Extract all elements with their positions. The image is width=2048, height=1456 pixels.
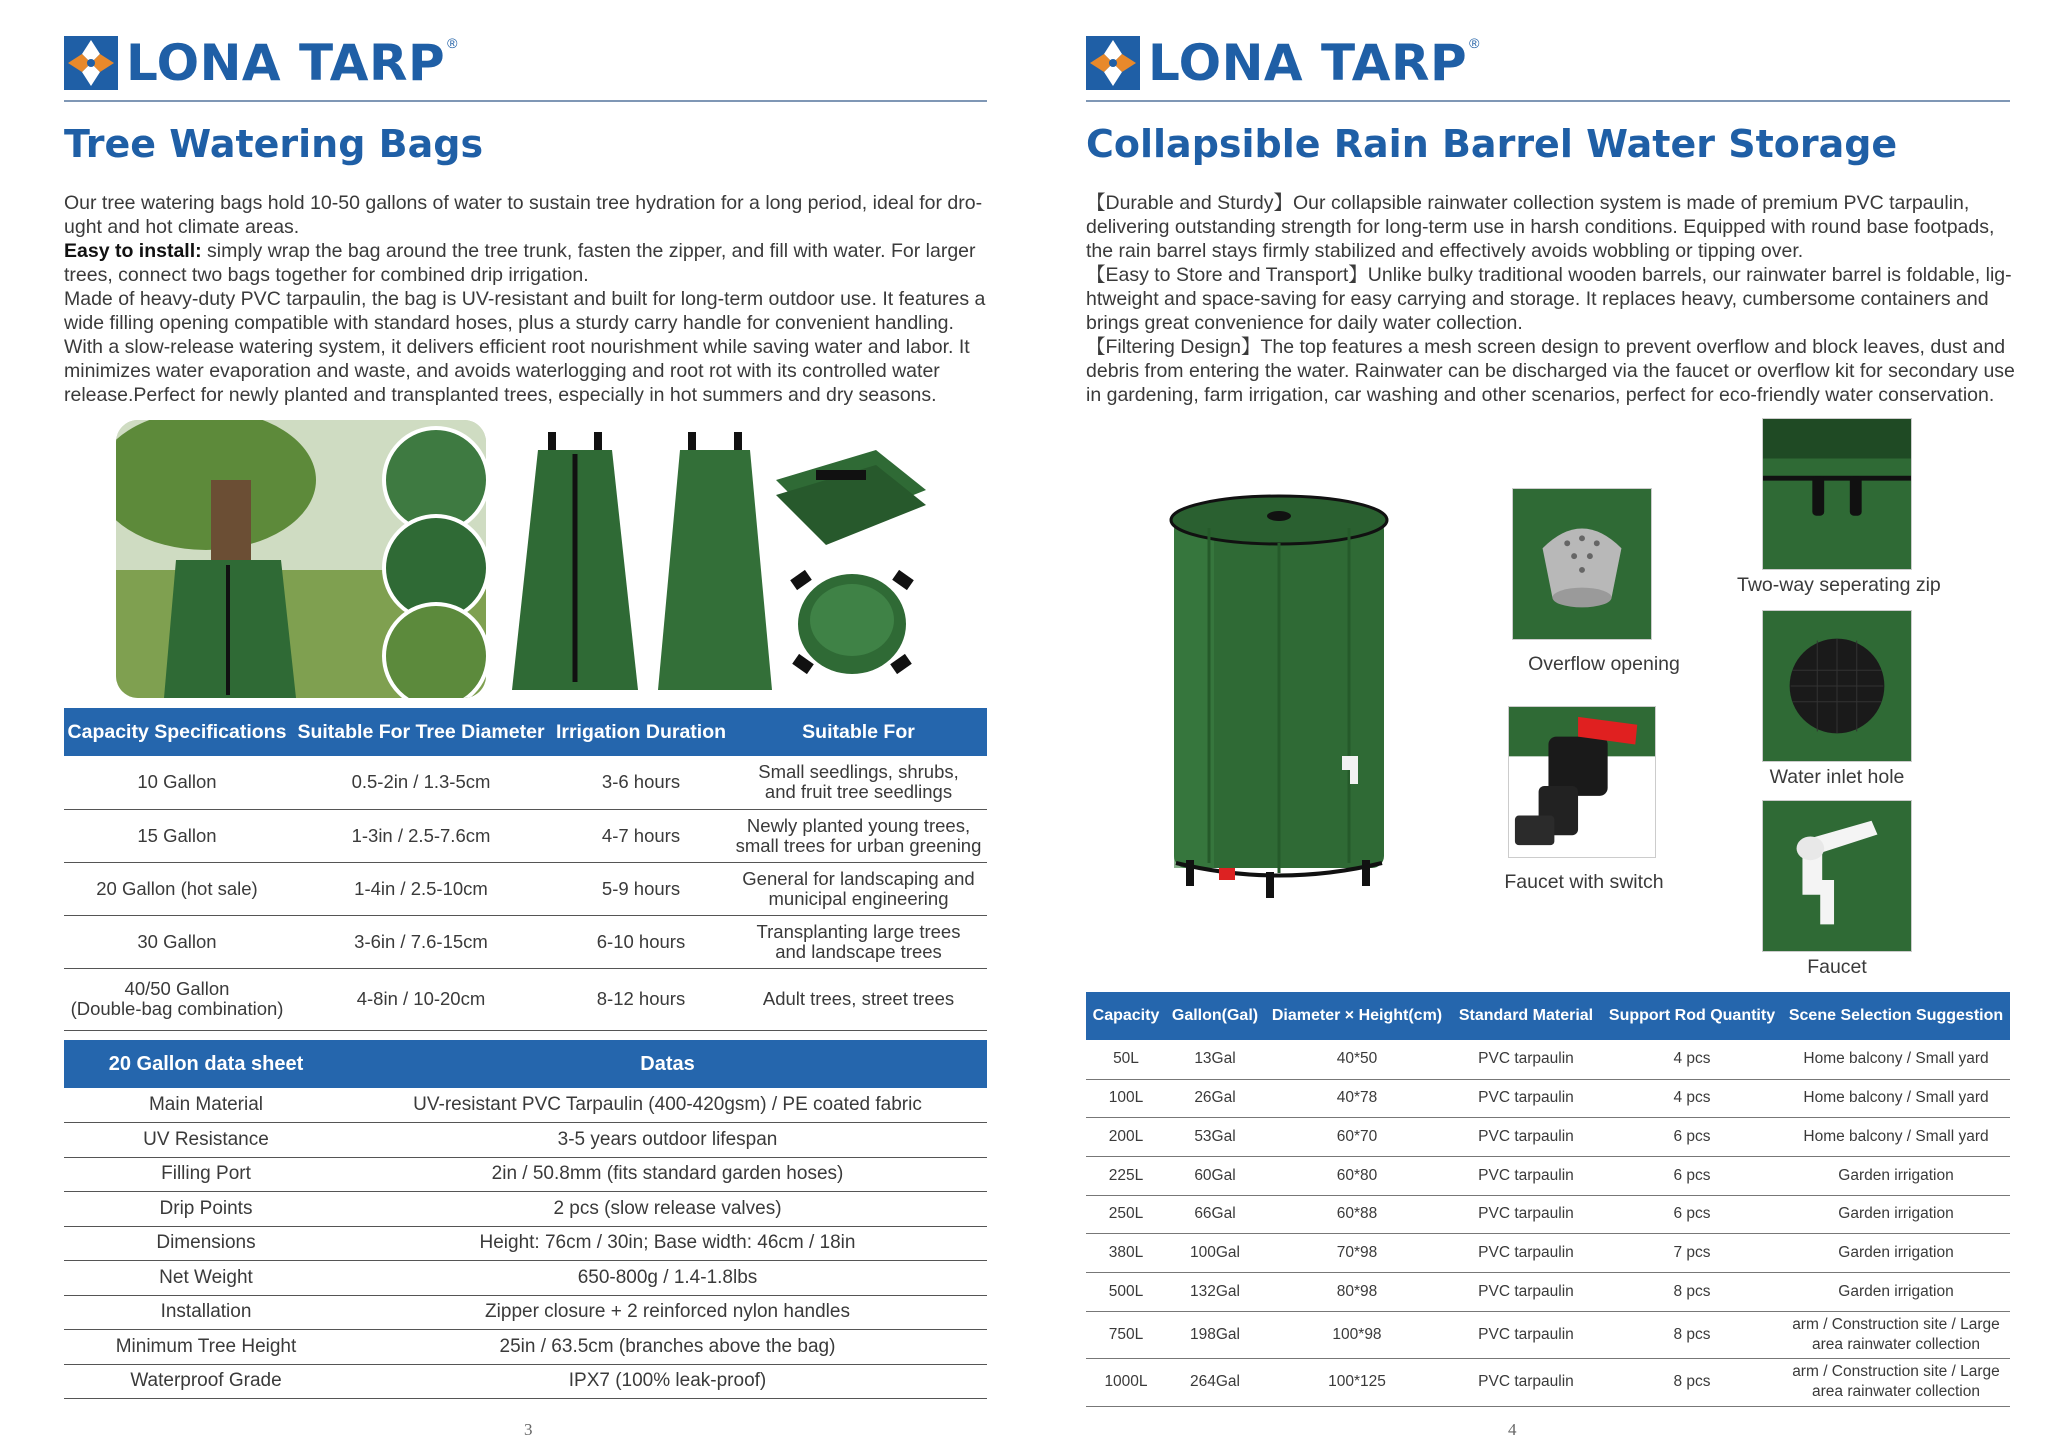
capacity-cell: 1000L <box>1086 1358 1166 1406</box>
table-row <box>1086 1233 2010 1272</box>
capacity-cell: 10 Gallon <box>64 756 290 809</box>
filter-paragraph: 【Filtering Design】The top features a mesh screen design to prevent overflow and block leaves, dust and debris from entering the water. Rainwater can be discharged via the faucet or overflow kit for secondary use in gardening, farm irrigation, car washing and other scenarios, perfect for eco-friendly water conservation. <box>1086 336 2015 406</box>
gallon-cell: 13Gal <box>1166 1040 1264 1079</box>
header-divider <box>1086 100 2010 102</box>
page-title: Tree Watering Bags <box>64 122 484 166</box>
table-header-cell: Gallon(Gal) <box>1166 992 1264 1040</box>
rod-cell: 4 pcs <box>1602 1040 1782 1079</box>
page-number: 3 <box>524 1420 533 1439</box>
table-row <box>1086 1079 2010 1117</box>
capacity-cell: 750L <box>1086 1311 1166 1358</box>
table-row <box>64 1261 987 1296</box>
scene-cell: Home balcony / Small yard <box>1782 1079 2010 1117</box>
material-cell: PVC tarpaulin <box>1450 1117 1602 1156</box>
property-cell: Filling Port <box>64 1157 348 1192</box>
capacity-cell: 200L <box>1086 1117 1166 1156</box>
gallon-cell: 132Gal <box>1166 1272 1264 1311</box>
gallon-cell: 26Gal <box>1166 1079 1264 1117</box>
zip-caption: Two-way seperating zip <box>1737 574 1941 596</box>
table-header-row <box>64 708 987 756</box>
table-row <box>1086 1195 2010 1233</box>
capacity-cell: 30 Gallon <box>64 915 290 968</box>
diameter-cell: 3-6in / 7.6-15cm <box>290 915 552 968</box>
table-row <box>1086 1311 2010 1358</box>
storage-paragraph: 【Easy to Store and Transport】Unlike bulky traditional wooden barrels, our rainwater barrel is foldable, lig-htweight and space-saving for easy carrying and storage. It replaces heavy, cumbersome containers and brings great convenience for daily water collection. <box>1086 264 2012 334</box>
material-cell: PVC tarpaulin <box>1450 1156 1602 1195</box>
description-text-block <box>1086 191 2026 407</box>
intro-paragraph: Our tree watering bags hold 10-50 gallons of water to sustain tree hydration for a long period, ideal for dro-ught and hot climate areas. <box>64 192 983 238</box>
property-cell: Dimensions <box>64 1226 348 1261</box>
table-row <box>64 968 987 1030</box>
suitable-for-cell: Small seedlings, shrubs, and fruit tree seedlings <box>730 756 987 809</box>
gallon-cell: 198Gal <box>1166 1311 1264 1358</box>
capacity-cell: 15 Gallon <box>64 809 290 862</box>
property-cell: Net Weight <box>64 1261 348 1296</box>
dimension-cell: 40*50 <box>1264 1040 1450 1079</box>
table-header-cell: Datas <box>348 1040 987 1088</box>
duration-cell: 3-6 hours <box>552 756 730 809</box>
rod-cell: 8 pcs <box>1602 1272 1782 1311</box>
table-header-row <box>64 1040 987 1088</box>
material-cell: PVC tarpaulin <box>1450 1233 1602 1272</box>
capacity-cell: 500L <box>1086 1272 1166 1311</box>
capacity-cell: 225L <box>1086 1156 1166 1195</box>
table-header-cell: Suitable For <box>730 708 987 756</box>
table-row <box>64 809 987 862</box>
tree-bag-front-photo <box>510 432 640 690</box>
registered-mark: ® <box>1469 35 1480 51</box>
water-inlet-photo <box>1762 610 1912 762</box>
table-row <box>64 915 987 968</box>
durable-paragraph: 【Durable and Sturdy】Our collapsible rainwater collection system is made of premium PVC tarpaulin, delivering outstanding strength for long-term use in harsh conditions. Equipped with round base footpads, the rain barrel stays firmly stabilized and effectively avoids wobbling or tipping over. <box>1086 192 1995 262</box>
table-row <box>64 862 987 915</box>
property-cell: Waterproof Grade <box>64 1364 348 1399</box>
faucet-with-switch-photo <box>1508 706 1656 858</box>
table-header-cell: Irrigation Duration <box>552 708 730 756</box>
rod-cell: 6 pcs <box>1602 1156 1782 1195</box>
install-text: simply wrap the bag around the tree trunk, fasten the zipper, and fill with water. For larger trees, connect two bags together for combined drip irrigation. <box>64 240 976 286</box>
gallon-cell: 66Gal <box>1166 1195 1264 1233</box>
install-label: Easy to install: <box>64 240 202 262</box>
value-cell: 25in / 63.5cm (branches above the bag) <box>348 1330 987 1365</box>
capacity-cell: 250L <box>1086 1195 1166 1233</box>
scene-cell: Garden irrigation <box>1782 1156 2010 1195</box>
suitable-for-cell: Newly planted young trees, small trees for urban greening <box>730 809 987 862</box>
data-sheet-table <box>64 1040 987 1399</box>
property-cell: UV Resistance <box>64 1123 348 1158</box>
lona-tarp-logo-icon <box>1086 36 1140 90</box>
scene-cell: arm / Construction site / Large area rainwater collection <box>1782 1358 2010 1406</box>
material-cell: PVC tarpaulin <box>1450 1358 1602 1406</box>
scene-cell: Home balcony / Small yard <box>1782 1117 2010 1156</box>
property-cell: Drip Points <box>64 1192 348 1227</box>
rain-barrel-photo <box>1154 488 1404 908</box>
material-cell: PVC tarpaulin <box>1450 1272 1602 1311</box>
table-row <box>64 1295 987 1330</box>
diameter-cell: 1-3in / 2.5-7.6cm <box>290 809 552 862</box>
property-cell: Main Material <box>64 1088 348 1123</box>
value-cell: 3-5 years outdoor lifespan <box>348 1123 987 1158</box>
diameter-cell: 4-8in / 10-20cm <box>290 968 552 1030</box>
dimension-cell: 60*70 <box>1264 1117 1450 1156</box>
suitable-for-cell: Transplanting large trees and landscape trees <box>730 915 987 968</box>
table-row <box>64 1364 987 1399</box>
table-header-cell: Capacity <box>1086 992 1166 1040</box>
rod-cell: 8 pcs <box>1602 1311 1782 1358</box>
table-row <box>64 1226 987 1261</box>
registered-mark: ® <box>447 35 458 51</box>
value-cell: 2 pcs (slow release valves) <box>348 1192 987 1227</box>
table-row <box>64 1088 987 1123</box>
scene-cell: Garden irrigation <box>1782 1272 2010 1311</box>
brand-name: LONA TARP <box>1148 34 1468 92</box>
table-header-cell: 20 Gallon data sheet <box>64 1040 348 1088</box>
diameter-cell: 1-4in / 2.5-10cm <box>290 862 552 915</box>
table-header-cell: Standard Material <box>1450 992 1602 1040</box>
dimension-cell: 60*88 <box>1264 1195 1450 1233</box>
table-row <box>1086 1358 2010 1406</box>
suitable-for-cell: General for landscaping and municipal engineering <box>730 862 987 915</box>
table-row <box>64 1123 987 1158</box>
table-row <box>1086 1156 2010 1195</box>
table-header-row <box>1086 992 2010 1040</box>
tree-bag-in-use-photo <box>116 420 486 698</box>
value-cell: UV-resistant PVC Tarpaulin (400-420gsm) / PE coated fabric <box>348 1088 987 1123</box>
barrel-capacity-table <box>1086 992 2010 1407</box>
table-row <box>64 756 987 809</box>
duration-cell: 5-9 hours <box>552 862 730 915</box>
dimension-cell: 100*98 <box>1264 1311 1450 1358</box>
faucet-switch-caption: Faucet with switch <box>1504 871 1664 893</box>
round-bag-top-photo <box>784 562 920 682</box>
capacity-cell: 100L <box>1086 1079 1166 1117</box>
brand-logo <box>1086 36 1479 90</box>
table-row <box>64 1192 987 1227</box>
diameter-cell: 0.5-2in / 1.3-5cm <box>290 756 552 809</box>
tree-bag-back-photo <box>656 432 774 690</box>
value-cell: 2in / 50.8mm (fits standard garden hoses) <box>348 1157 987 1192</box>
rod-cell: 4 pcs <box>1602 1079 1782 1117</box>
rod-cell: 8 pcs <box>1602 1358 1782 1406</box>
table-row <box>64 1157 987 1192</box>
table-header-cell: Capacity Specifications <box>64 708 290 756</box>
duration-cell: 6-10 hours <box>552 915 730 968</box>
table-row <box>64 1330 987 1365</box>
suitable-for-cell: Adult trees, street trees <box>730 968 987 1030</box>
brand-logo <box>64 36 457 90</box>
table-row <box>1086 1272 2010 1311</box>
page-number: 4 <box>1508 1420 1517 1439</box>
scene-cell: Home balcony / Small yard <box>1782 1040 2010 1079</box>
value-cell: 650-800g / 1.4-1.8lbs <box>348 1261 987 1296</box>
scene-cell: arm / Construction site / Large area rainwater collection <box>1782 1311 2010 1358</box>
dimension-cell: 40*78 <box>1264 1079 1450 1117</box>
table-header-cell: Scene Selection Suggestion <box>1782 992 2010 1040</box>
gallon-cell: 264Gal <box>1166 1358 1264 1406</box>
dimension-cell: 70*98 <box>1264 1233 1450 1272</box>
material-cell: PVC tarpaulin <box>1450 1311 1602 1358</box>
capacity-cell: 40/50 Gallon (Double-bag combination) <box>64 968 290 1030</box>
property-cell: Installation <box>64 1295 348 1330</box>
table-header-cell: Diameter × Height(cm) <box>1264 992 1450 1040</box>
table-header-cell: Support Rod Quantity <box>1602 992 1782 1040</box>
capacity-cell: 50L <box>1086 1040 1166 1079</box>
intro-text-block <box>64 191 994 407</box>
brand-name: LONA TARP <box>126 34 446 92</box>
capacity-cell: 380L <box>1086 1233 1166 1272</box>
faucet-caption: Faucet <box>1807 956 1867 978</box>
value-cell: Zipper closure + 2 reinforced nylon handles <box>348 1295 987 1330</box>
rod-cell: 7 pcs <box>1602 1233 1782 1272</box>
material-paragraph: Made of heavy-duty PVC tarpaulin, the bag is UV-resistant and built for long-term outdoor use. It features a wide filling opening compatible with standard hoses, plus a sturdy carry handle for convenient handling. With a slow-release watering system, it delivers efficient root nourishment while saving water and labor. It minimizes water evaporation and waste, and avoids waterlogging and root rot with its controlled water release.Perfect for newly planted and transplanted trees, especially in hot summers and dry seasons. <box>64 288 986 406</box>
page-title: Collapsible Rain Barrel Water Storage <box>1086 122 1898 166</box>
material-cell: PVC tarpaulin <box>1450 1079 1602 1117</box>
faucet-photo <box>1762 800 1912 952</box>
value-cell: IPX7 (100% leak-proof) <box>348 1364 987 1399</box>
material-cell: PVC tarpaulin <box>1450 1040 1602 1079</box>
table-header-cell: Suitable For Tree Diameter <box>290 708 552 756</box>
dimension-cell: 80*98 <box>1264 1272 1450 1311</box>
two-way-zip-photo <box>1762 418 1912 570</box>
table-row <box>1086 1040 2010 1079</box>
duration-cell: 4-7 hours <box>552 809 730 862</box>
dimension-cell: 60*80 <box>1264 1156 1450 1195</box>
overflow-caption: Overflow opening <box>1528 653 1680 675</box>
scene-cell: Garden irrigation <box>1782 1195 2010 1233</box>
table-row <box>1086 1117 2010 1156</box>
scene-cell: Garden irrigation <box>1782 1233 2010 1272</box>
dimension-cell: 100*125 <box>1264 1358 1450 1406</box>
duration-cell: 8-12 hours <box>552 968 730 1030</box>
value-cell: Height: 76cm / 30in; Base width: 46cm / 18in <box>348 1226 987 1261</box>
rod-cell: 6 pcs <box>1602 1195 1782 1233</box>
rod-cell: 6 pcs <box>1602 1117 1782 1156</box>
gallon-cell: 60Gal <box>1166 1156 1264 1195</box>
overflow-opening-photo <box>1512 488 1652 640</box>
inlet-caption: Water inlet hole <box>1769 766 1905 788</box>
header-divider <box>64 100 987 102</box>
property-cell: Minimum Tree Height <box>64 1330 348 1365</box>
capacity-spec-table <box>64 708 987 1031</box>
gallon-cell: 100Gal <box>1166 1233 1264 1272</box>
lona-tarp-logo-icon <box>64 36 118 90</box>
capacity-cell: 20 Gallon (hot sale) <box>64 862 290 915</box>
install-paragraph <box>64 239 994 287</box>
gallon-cell: 53Gal <box>1166 1117 1264 1156</box>
material-cell: PVC tarpaulin <box>1450 1195 1602 1233</box>
folded-bag-photo <box>766 440 932 552</box>
page-right <box>1024 0 2048 1456</box>
